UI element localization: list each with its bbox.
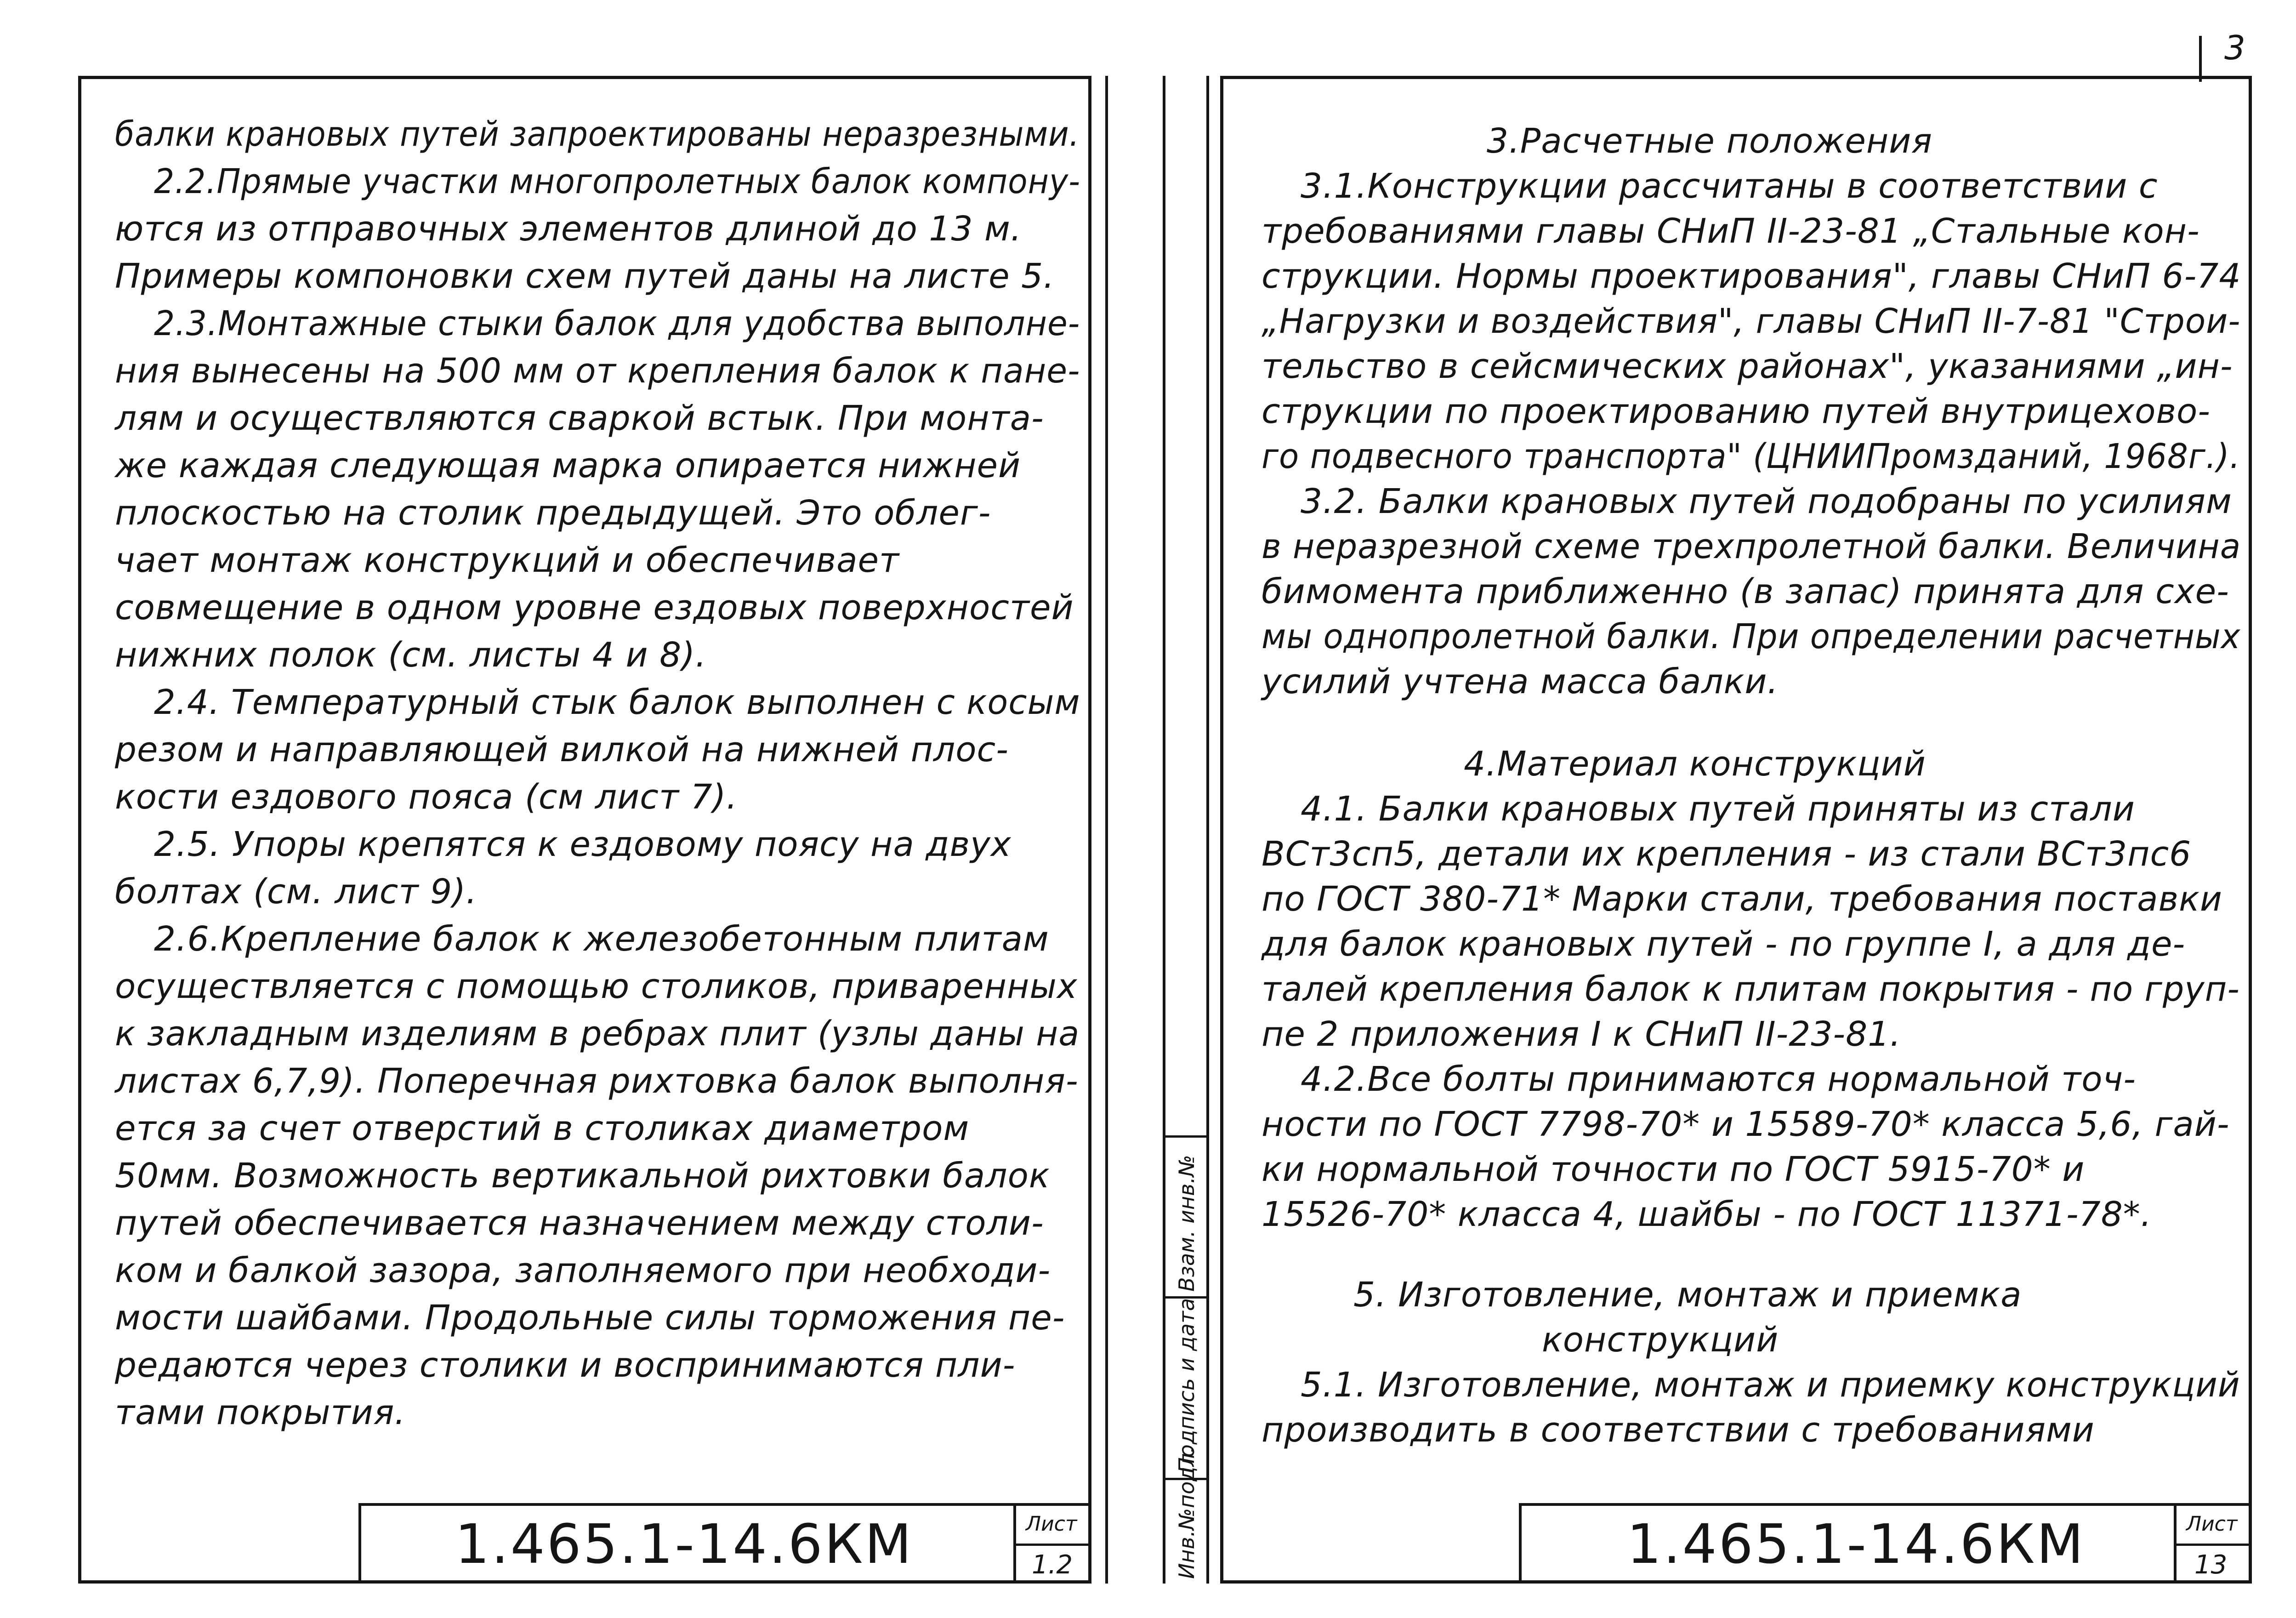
left-line: ется за счет отверстий в столиках диаметром <box>115 1109 970 1148</box>
left-sheet-label: Лист <box>1026 1512 1077 1536</box>
binding-label-replace: Взам. инв.№ <box>1174 1155 1199 1292</box>
right-line: 3.2. Балки крановых путей подобраны по усилиям <box>1301 482 2232 521</box>
left-line: тами покрытия. <box>115 1393 406 1432</box>
page-number: 3 <box>2224 28 2245 67</box>
left-line: ком и балкой зазора, заполняемого при необходи- <box>115 1251 1051 1290</box>
right-line: для балок крановых путей - по группе I, а для де- <box>1262 924 2186 964</box>
left-line: резом и направляющей вилкой на нижней плос- <box>115 730 1009 769</box>
right-drawing-code: 1.465.1-14.6КМ <box>1627 1512 2086 1576</box>
left-line: мости шайбами. Продольные силы торможения пе- <box>115 1298 1065 1338</box>
right-line: бимомента приближенно (в запас) принята для схе- <box>1262 572 2229 611</box>
binding-label-signature: Подпись и дата <box>1174 1298 1199 1473</box>
left-line: Примеры компоновки схем путей даны на листе 5. <box>115 256 1055 296</box>
binding-line <box>1206 76 1209 1584</box>
right-section-heading: 3.Расчетные положения <box>1487 121 1932 161</box>
left-line: нижних полок (см. листы 4 и 8). <box>115 635 707 675</box>
right-section-heading: 4.Материал конструкций <box>1464 744 1926 784</box>
left-line: 2.3.Монтажные стыки балок для удобства выполне- <box>154 304 1080 343</box>
right-sheet-number: 13 <box>2194 1550 2228 1580</box>
left-line: совмещение в одном уровне ездовых поверхностей <box>115 588 1074 627</box>
binding-line <box>1105 76 1108 1584</box>
right-line: „Нагрузки и воздействия", главы СНиП II-7-81 "Строи- <box>1262 302 2241 341</box>
right-line: 4.1. Балки крановых путей приняты из стали <box>1301 789 2135 829</box>
right-line: пе 2 приложения I к СНиП II-23-81. <box>1262 1014 1901 1054</box>
right-section-heading: 5. Изготовление, монтаж и приемка <box>1353 1275 2022 1315</box>
right-line: 4.2.Все болты принимаются нормальной точ- <box>1301 1060 2136 1099</box>
right-line: струкции. Нормы проектирования", главы СНиП 6-74 <box>1262 256 2241 296</box>
binding-label-inv: Инв.№подл. <box>1174 1446 1199 1579</box>
right-line: ки нормальной точности по ГОСТ 5915-70* и <box>1262 1150 2085 1189</box>
right-text-column <box>1262 121 2241 1457</box>
right-line: 15526-70* класса 4, шайбы - по ГОСТ 11371-78*. <box>1262 1195 2152 1234</box>
right-line: производить в соответствии с требованиями <box>1262 1410 2095 1450</box>
right-line: ВСт3сп5, детали их крепления - из стали ВСт3пс6 <box>1262 834 2192 874</box>
right-line: ности по ГОСТ 7798-70* и 15589-70* класса 5,6, гай- <box>1262 1105 2230 1144</box>
left-title-split <box>1013 1544 1091 1546</box>
right-line: усилий учтена масса балки. <box>1262 662 1779 701</box>
left-line: 2.5. Упоры крепятся к ездовому поясу на двух <box>154 825 1012 864</box>
left-line: болтах (см. лист 9). <box>115 872 477 912</box>
left-sheet-number: 1.2 <box>1032 1550 1073 1580</box>
left-line: редаются через столики и воспринимаются пли- <box>115 1345 1016 1385</box>
right-line: 5.1. Изготовление, монтаж и приемку конструкций <box>1301 1365 2240 1405</box>
left-drawing-code: 1.465.1-14.6КМ <box>455 1512 914 1576</box>
left-line: 50мм. Возможность вертикальной рихтовки балок <box>115 1156 1050 1196</box>
left-line: 2.2.Прямые участки многопролетных балок компону- <box>154 162 1081 201</box>
left-line: 2.4. Температурный стык балок выполнен с косым <box>154 683 1080 722</box>
left-line: 2.6.Крепление балок к железобетонным плитам <box>154 919 1049 959</box>
right-line: в неразрезной схеме трехпролетной балки. Величина <box>1262 527 2241 566</box>
left-line: же каждая следующая марка опирается нижней <box>115 446 1021 485</box>
left-line: ются из отправочных элементов длиной до 13 м. <box>115 209 1022 249</box>
left-text-column <box>115 114 1081 1432</box>
left-line: кости ездового пояса (см лист 7). <box>115 777 738 817</box>
left-line: балки крановых путей запроектированы неразрезными. <box>115 114 1080 154</box>
left-line: осуществляется с помощью столиков, приваренных <box>115 967 1078 1006</box>
binding-divider <box>1163 1135 1209 1138</box>
right-line: тельство в сейсмических районах", указаниями „ин- <box>1262 347 2233 386</box>
right-section-heading: конструкций <box>1542 1320 1779 1360</box>
right-line: 3.1.Конструкции рассчитаны в соответствии с <box>1301 166 2158 206</box>
left-line: ния вынесены на 500 мм от крепления балок к пане- <box>115 351 1080 391</box>
left-line: путей обеспечивается назначением между столи- <box>115 1203 1044 1243</box>
right-line: го подвесного транспорта" (ЦНИИПромзданий, 1968г.). <box>1262 437 2241 476</box>
right-line: талей крепления балок к плитам покрытия - по груп- <box>1262 969 2240 1009</box>
right-line: по ГОСТ 380-71* Марки стали, требования поставки <box>1262 879 2222 919</box>
left-line: к закладным изделиям в ребрах плит (узлы даны на <box>115 1014 1080 1054</box>
left-line: плоскостью на столик предыдущей. Это облег- <box>115 493 991 533</box>
page-number-tick <box>2199 36 2202 82</box>
right-line: мы однопролетной балки. При определении расчетных <box>1262 617 2241 656</box>
right-title-split <box>2174 1544 2252 1546</box>
right-sheet-label: Лист <box>2186 1512 2238 1536</box>
right-line: требованиями главы СНиП II-23-81 „Стальные кон- <box>1262 211 2200 251</box>
binding-line <box>1163 76 1165 1584</box>
left-line: чает монтаж конструкций и обеспечивает <box>115 541 900 580</box>
right-line: струкции по проектированию путей внутрицехово- <box>1262 392 2211 431</box>
left-line: лям и осуществляются сваркой встык. При монта- <box>115 399 1044 438</box>
left-line: листах 6,7,9). Поперечная рихтовка балок выполня- <box>115 1061 1079 1101</box>
